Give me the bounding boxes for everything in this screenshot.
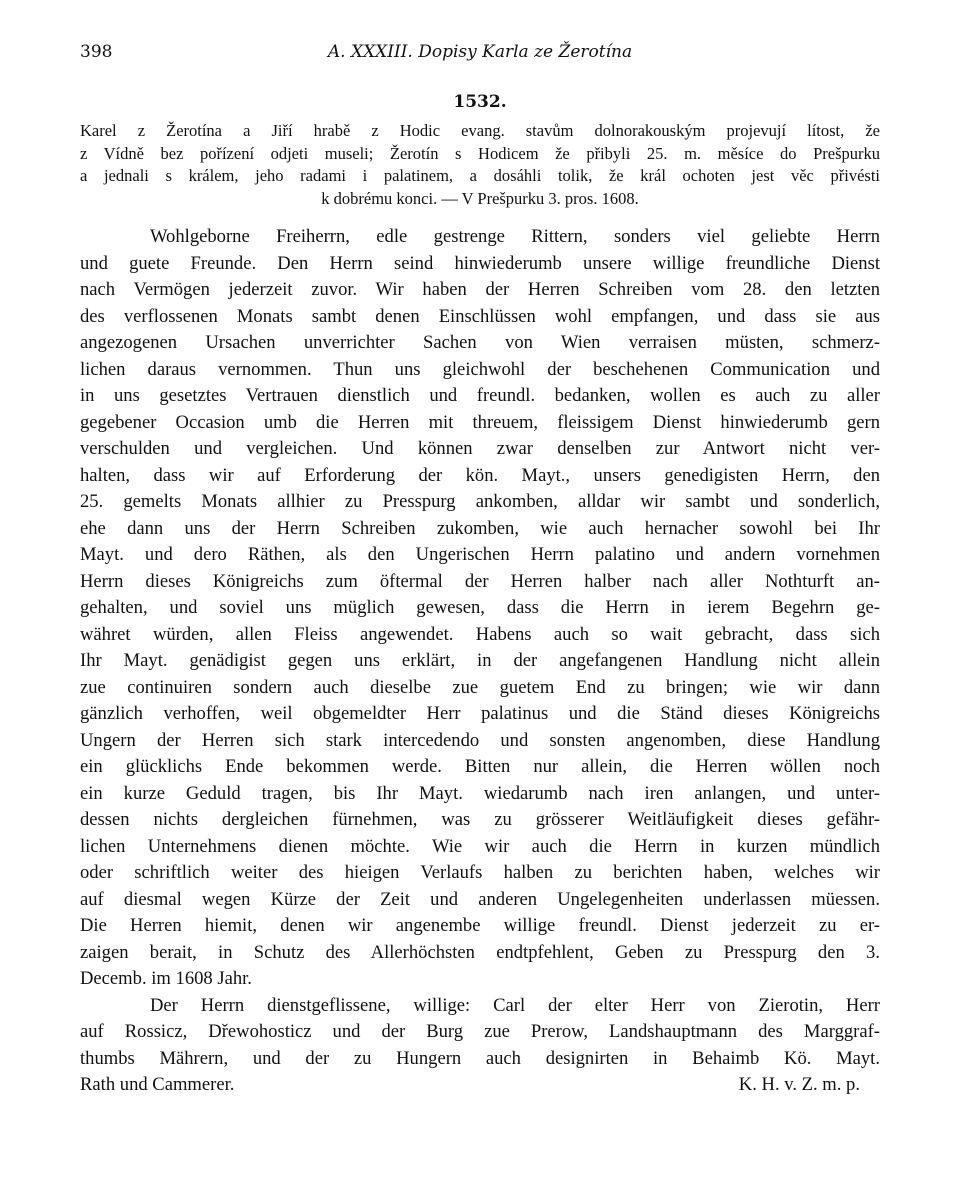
letter-line: oder schriftlich weiter des hieigen Verlaufs halben zu berichten haben, welches wir (80, 862, 880, 883)
summary-line: a jednali s králem, jeho radami i palatinem, a dosáhli tolik, že král ochoten jest věc přivésti (80, 166, 880, 185)
closing-line: Rath und Cammerer. (80, 1074, 235, 1095)
document-number: 1532. (453, 92, 507, 112)
letter-line: 25. gemelts Monats allhier zu Presspurg ankomben, alldar wir sambt und sonderlich, (80, 491, 880, 512)
letter-line: lichen daraus vernommen. Thun uns gleichwohl der beschehenen Communication und (80, 358, 880, 380)
letter-line: Decemb. im 1608 Jahr. (80, 968, 252, 989)
letter-line: Die Herren hiemit, denen wir angenembe willige freundl. Dienst jederzeit zu er- (80, 915, 880, 936)
letter-line: Ihr Mayt. genädigist gegen uns erklärt, in der angefangenen Handlung nicht allein (80, 650, 880, 671)
letter-line: gegebener Occasion umb die Herren mit threuem, fleissigem Dienst hinwiederumb gern (80, 411, 880, 433)
summary-line: Karel z Žerotína a Jiří hrabě z Hodic evang. stavům dolnorakouským projevují lítost, že (80, 121, 880, 140)
letter-line: gehalten, und soviel uns müglich gewesen, dass die Herrn in ierem Begehrn ge- (80, 597, 880, 618)
letter-line: währet würden, allen Fleiss angewendet. Habens auch so wait gebracht, dass sich (80, 623, 880, 645)
letter-line: verschulden und vergleichen. Und können zwar denselben zur Antwort nicht ver- (80, 438, 880, 459)
letter-body (80, 224, 880, 1099)
letter-line: des verflossenen Monats sambt denen Einschlüssen wohl empfangen, und dass sie aus (80, 305, 880, 327)
letter-line: ehe dann uns der Herrn Schreiben zukomben, wie auch hernacher sowohl bei Ihr (80, 517, 880, 539)
closing-line: Der Herrn dienstgeflissene, willige: Carl der elter Herr von Zierotin, Herr (150, 994, 880, 1016)
page-number: 398 (80, 42, 113, 62)
letter-line: halten, dass wir auf Erforderung der kön. Mayt., unsers genedigisten Herrn, den (80, 464, 880, 486)
letter-line: dessen nichts dergleichen fürnehmen, was zu grösserer Weitläufigkeit dieses gefähr- (80, 809, 880, 830)
letter-line: zaigen berait, in Schutz des Allerhöchsten endtpfehlent, Geben zu Presspurg den 3. (80, 941, 880, 963)
letter-line: Ungern der Herren sich stark intercedendo und sonsten angenomben, diese Handlung (80, 729, 880, 751)
summary-line: z Vídně bez pořízení odjeti museli; Žerotín s Hodicem že přibyli 25. m. měsíce do Prešpurku (80, 143, 880, 163)
page-header (80, 42, 880, 70)
signature-mark: K. H. v. Z. m. p. (738, 1074, 860, 1095)
running-title: A. XXXIII. Dopisy Karla ze Žerotína (327, 42, 633, 62)
summary-line: k dobrému konci. — V Prešpurku 3. pros. 1608. (321, 188, 639, 208)
letter-line: Mayt. und dero Räthen, als den Ungerischen Herrn palatino und andern vornehmen (80, 544, 880, 565)
closing-signature-line (80, 1072, 880, 1099)
closing-line: auf Rossicz, Dřewohosticz und der Burg zue Prerow, Landshauptmann des Marggraf- (80, 1021, 880, 1042)
letter-line: ein glücklichs Ende bekommen werde. Bitten nur allein, die Herren wöllen noch (80, 756, 880, 777)
letter-line: Herrn dieses Königreichs zum öftermal der Herren halber nach aller Nothturft an- (80, 570, 880, 592)
closing-line: thumbs Mährern, und der zu Hungern auch designirten in Behaimb Kö. Mayt. (80, 1047, 880, 1069)
letter-line: nach Vermögen jederzeit zuvor. Wir haben der Herren Schreiben vom 28. den letzten (80, 279, 880, 300)
summary-paragraph (80, 120, 880, 210)
letter-line: auf diesmal wegen Kürze der Zeit und anderen Ungelegenheiten underlassen müessen. (80, 888, 880, 910)
letter-line: ein kurze Geduld tragen, bis Ihr Mayt. wiedarumb nach iren anlangen, und unter- (80, 782, 880, 804)
letter-line: und guete Freunde. Den Herrn seind hinwiederumb unsere willige freundliche Dienst (80, 252, 880, 274)
letter-line: gänzlich verhoffen, weil obgemeldter Herr palatinus und die Ständ dieses Königreichs (80, 703, 880, 724)
letter-line: zue continuiren sondern auch dieselbe zue guetem End zu bringen; wie wir dann (80, 676, 880, 698)
letter-line: lichen Unternehmens dienen möchte. Wie wir auch die Herrn in kurzen mündlich (80, 835, 880, 857)
letter-line: in uns gesetztes Vertrauen dienstlich und freundl. bedanken, wollen es auch zu aller (80, 385, 880, 406)
letter-line: angezogenen Ursachen unverrichter Sachen von Wien verraisen müsten, schmerz- (80, 332, 880, 353)
letter-line: Wohlgeborne Freiherrn, edle gestrenge Rittern, sonders viel geliebte Herrn (150, 226, 880, 247)
